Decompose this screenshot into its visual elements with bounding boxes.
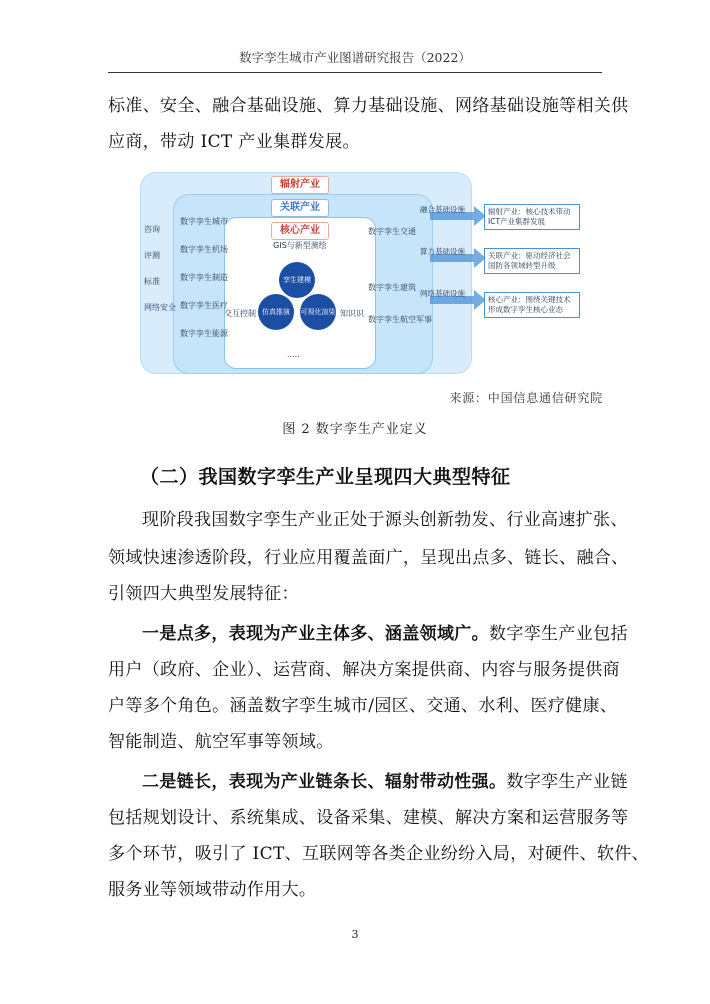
outer-layer-tag: 辐射产业 [271, 176, 329, 194]
point1-line-2: 用户（政府、企业）、运营商、解决方案提供商、内容与服务提供商 [108, 660, 620, 680]
point2-line-2: 包括规划设计、系统集成、设备采集、建模、解决方案和运营服务等 [108, 808, 629, 828]
result-box-radiating: 辐射产业：核心技术带动ICT产业集群发展 [484, 204, 580, 230]
point2-line-1: 二是链长，表现为产业链条长、辐射带动性强。数字孪生产业链 [142, 772, 628, 792]
point1-line-1: 一是点多，表现为产业主体多、涵盖领域广。数字孪生产业包括 [142, 624, 628, 644]
mid-label-transport: 数字孪生交通 [368, 227, 416, 236]
left-label-consulting: 咨询 [144, 225, 160, 234]
body-line-1: 现阶段我国数字孪生产业正处于源头创新勃发、行业高速扩张、 [142, 510, 628, 530]
mid-label-airport: 数字孪生机场 [180, 245, 228, 254]
intro-line-1: 标准、安全、融合基础设施、算力基础设施、网络基础设施等相关供 [108, 96, 629, 116]
mid-label-city: 数字孪生城市 [180, 217, 228, 226]
intro-line-2: 应商，带动 ICT 产业集群发展。 [108, 132, 360, 152]
point2-line-3: 多个环节，吸引了 ICT、互联网等各类企业纷纷入局，对硬件、软件、 [108, 844, 650, 864]
point1-bold: 一是点多，表现为产业主体多、涵盖领域广。 [142, 624, 489, 644]
point2-bold: 二是链长，表现为产业链条长、辐射带动性强。 [142, 772, 507, 792]
point1-line-3: 户等多个角色。涵盖数字孪生城市/园区、交通、水利、医疗健康、 [108, 696, 618, 716]
arrow-label-fusion: 融合基础设施 [420, 205, 465, 214]
section-heading: （二）我国数字孪生产业呈现四大典型特征 [140, 466, 511, 488]
core-circle-simulation: 仿真推演 [258, 294, 294, 330]
left-label-network-security: 网络安全 [144, 303, 176, 312]
gis-label: GIS与新型测绘 [273, 241, 327, 250]
core-left-label: 交互控制 [224, 309, 256, 318]
mid-label-energy: 数字孪生能源 [180, 329, 228, 338]
result-box-core: 核心产业：围绕关键技术形成数字孪生核心业态 [484, 292, 580, 318]
result-box-related: 关联产业：驱动经济社会国防各领域转型升级 [484, 248, 580, 274]
point2-line-4: 服务业等领域带动作用大。 [108, 880, 317, 900]
figure-caption: 图 2 数字孪生产业定义 [282, 422, 428, 437]
running-header: 数字孪生城市产业图谱研究报告（2022） [239, 50, 471, 65]
header-divider [108, 72, 602, 73]
body-line-3: 引领四大典型发展特征： [108, 584, 299, 604]
point1-line-4: 智能制造、航空军事等领域。 [108, 732, 334, 752]
mid-label-building: 数字孪生建筑 [368, 283, 416, 292]
figure-source: 来源：中国信息通信研究院 [449, 391, 603, 405]
body-line-2: 领域快速渗透阶段，行业应用覆盖面广，呈现出点多、链长、融合、 [108, 548, 629, 568]
mid-label-manufacturing: 数字孪生制造 [180, 273, 228, 282]
mid-label-medical: 数字孪生医疗 [180, 301, 228, 310]
industry-definition-diagram [140, 172, 580, 375]
page-number: 3 [351, 928, 359, 941]
core-dots: ..... [287, 350, 300, 359]
arrow-label-network: 网络基础设施 [420, 289, 465, 298]
middle-layer-tag: 关联产业 [271, 199, 329, 217]
arrow-label-compute: 算力基础设施 [420, 247, 465, 256]
left-label-standards: 标准 [144, 277, 160, 286]
left-label-evaluation: 评测 [144, 251, 160, 260]
core-circle-modeling: 孪生建模 [279, 262, 315, 298]
core-layer-tag: 核心产业 [271, 222, 329, 240]
core-right-label: 知识识 [340, 309, 364, 318]
core-circle-visualization: 可视化渲染 [300, 294, 336, 330]
mid-label-aviation: 数字孪生航空军事 [368, 315, 432, 324]
